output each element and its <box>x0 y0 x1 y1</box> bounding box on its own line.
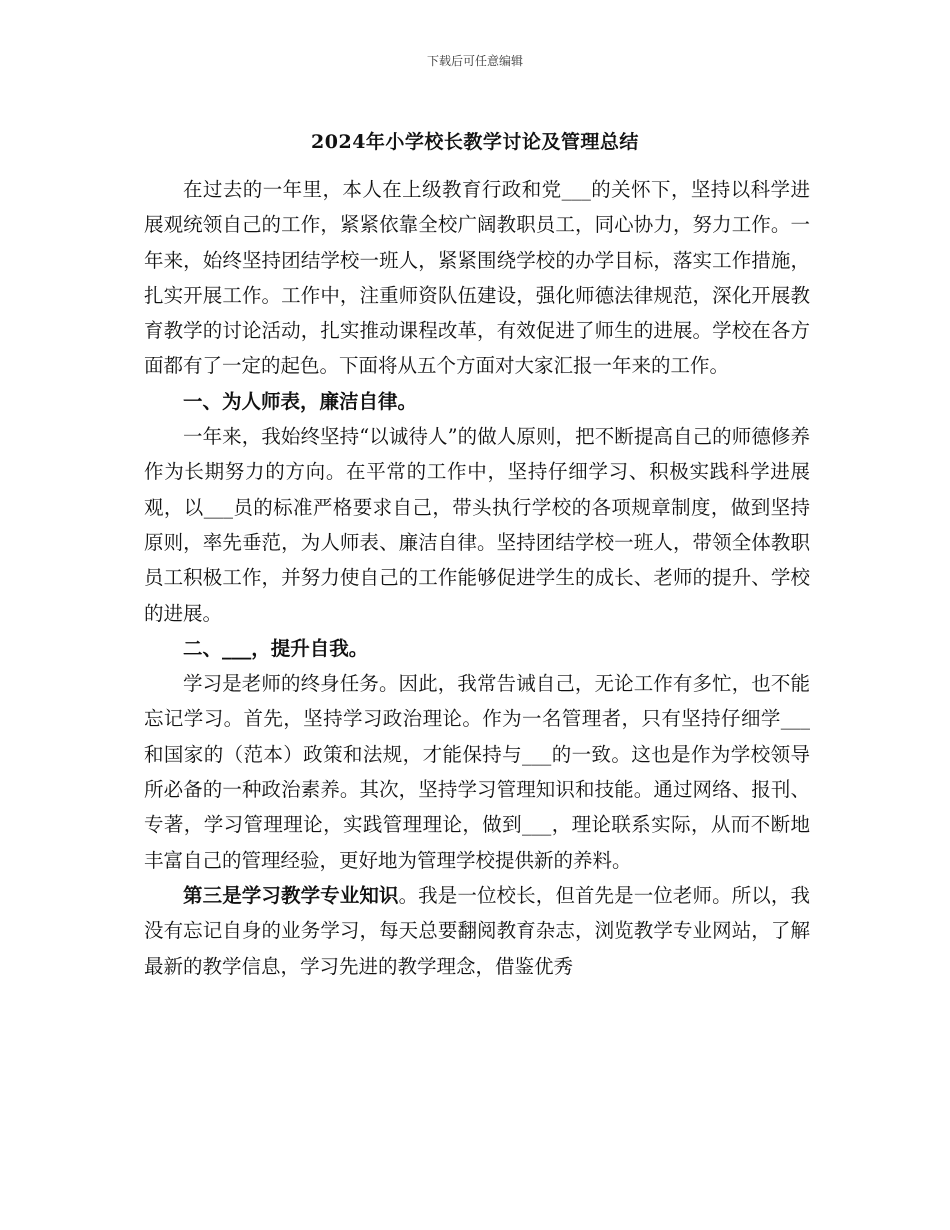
paragraph-section-1: 一年来，我始终坚持“以诚待人”的做人原则，把不断提高自己的师德修养作为长期努力的方向。在平常的工作中，坚持仔细学习、积极实践科学进展观，以___员的标准严格要求自己，带头执行学校的各项规章制度，做到坚持原则，率先垂范，为人师表、廉洁自律。坚持团结学校一班人，带领全体教职员工积极工作，并努力使自己的工作能够促进学生的成长、老师的提升、学校的进展。 <box>144 425 810 625</box>
paragraph-intro: 在过去的一年里，本人在上级教育行政和党___的关怀下，坚持以科学进展观统领自己的工作，紧紧依靠全校广阔教职员工，同心协力，努力工作。一年来，始终坚持团结学校一班人，紧紧围绕学校的办学目标，落实工作措施，扎实开展工作。工作中，注重师资队伍建设，强化师德法律规范，深化开展教育教学的讨论活动，扎实推动课程改革，有效促进了师生的进展。学校在各方面都有了一定的起色。下面将从五个方面对大家汇报一年来的工作。 <box>144 178 810 378</box>
header-note: 下载后可任意编辑 <box>426 54 523 68</box>
section-heading-2: 二、___，提升自我。 <box>183 636 369 660</box>
document-body <box>144 172 810 984</box>
paragraph-lead-bold: 第三是学习教学专业知识 <box>183 883 399 907</box>
paragraph-section-2-cont <box>144 878 810 984</box>
section-heading-1: 一、为人师表，廉洁自律。 <box>183 389 418 413</box>
paragraph-rest: 。我是一位校长，但首先是一位老师。所以，我没有忘记自身的业务学习，每天总要翻阅教育杂志，浏览教学专业网站，了解最新的教学信息，学习先进的教学理念，借鉴优秀 <box>144 883 810 978</box>
document-title: 2024年小学校长教学讨论及管理总结 <box>311 131 639 153</box>
paragraph-section-2: 学习是老师的终身任务。因此，我常告诫自己，无论工作有多忙，也不能忘记学习。首先，坚持学习政治理论。作为一名管理者，只有坚持仔细学___和国家的（范本）政策和法规，才能保持与___的一致。这也是作为学校领导所必备的一种政治素养。其次，坚持学习管理知识和技能。通过网络、报刊、专著，学习管理理论，实践管理理论，做到___，理论联系实际，从而不断地丰富自己的管理经验，更好地为管理学校提供新的养料。 <box>144 672 810 872</box>
